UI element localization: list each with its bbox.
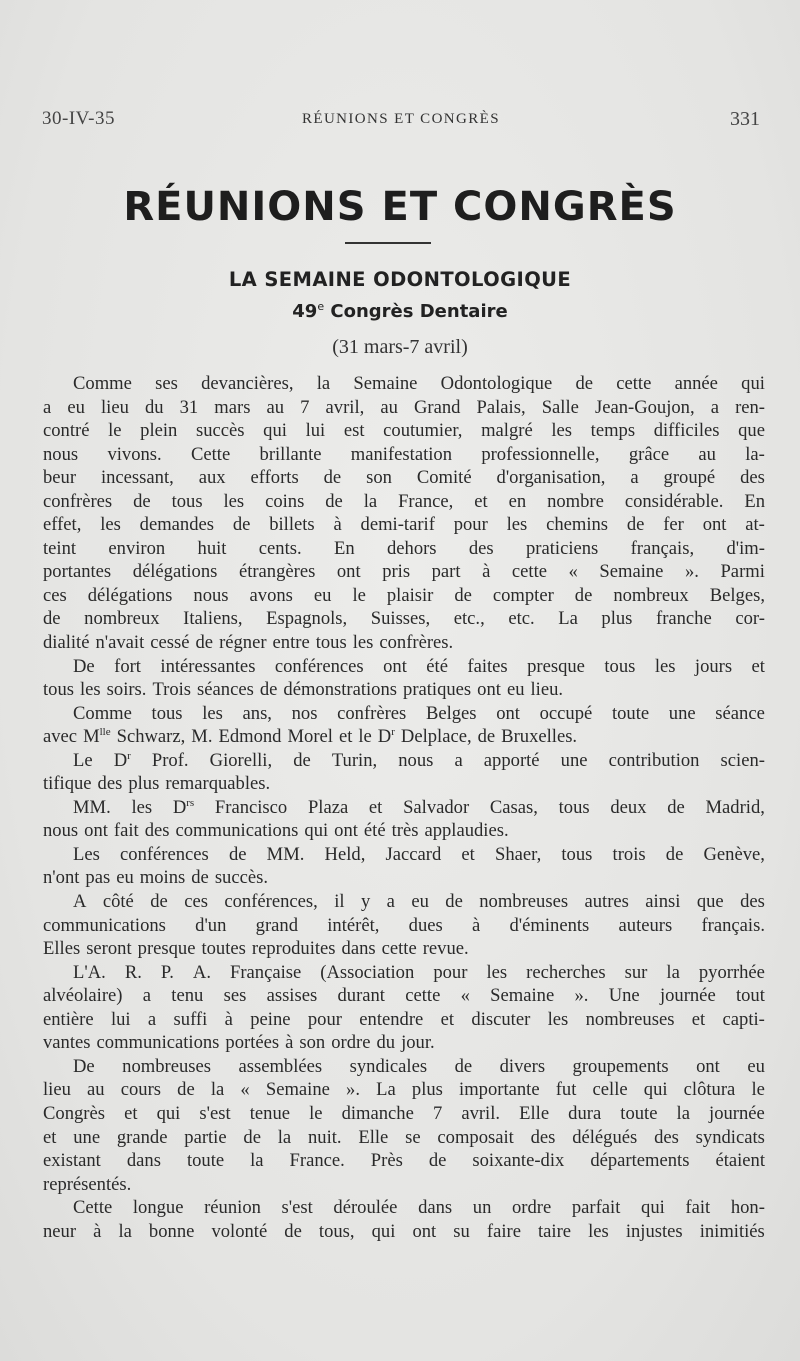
text-line: tous les soirs. Trois séances de démonstrations pratiques ont eu lieu.: [43, 679, 564, 701]
text-line: teint environ huit cents. En dehors des praticiens français, d'im-: [43, 537, 765, 559]
text-line: Cette longue réunion s'est déroulée dans un ordre parfait qui fait hon-: [73, 1197, 765, 1219]
text-line: de nombreux Italiens, Espagnols, Suisses, etc., etc. La plus franche cor-: [43, 608, 765, 630]
text-line: Comme tous les ans, nos confrères Belges ont occupé toute une séance: [73, 702, 765, 724]
text-line: ces délégations nous avons eu le plaisir de compter de nombreux Belges,: [43, 584, 765, 606]
text-line: nous ont fait des communications qui ont été très applaudies.: [43, 820, 509, 842]
text-line: communications d'un grand intérêt, dues à d'éminents auteurs français.: [43, 914, 765, 936]
text-line: MM. les $D^{rs}$ Francisco Plaza et Salvador Casas, tous deux de Madrid,: [73, 796, 765, 818]
issue-date: 30-IV-35: [42, 108, 115, 129]
text-line: représentés.: [43, 1173, 132, 1195]
text-line: avec $M^{lle}$ Schwarz, M. Edmond Morel et le $D^r$ Delplace, de Bruxelles.: [43, 726, 578, 748]
text-line: n'ont pas eu moins de succès.: [43, 867, 268, 889]
text-line: Elles seront presque toutes reproduites dans cette revue.: [43, 938, 469, 960]
title-rule: [345, 242, 431, 244]
text-line: neur à la bonne volonté de tous, qui ont su faire taire les injustes inimitiés: [43, 1220, 765, 1242]
article-dates: (31 mars-7 avril): [332, 336, 468, 358]
text-line: a eu lieu du 31 mars au 7 avril, au Grand Palais, Salle Jean-Goujon, a ren-: [43, 396, 765, 418]
text-line: nous vivons. Cette brillante manifestation professionnelle, grâce au la-: [43, 443, 765, 465]
text-line: tifique des plus remarquables.: [43, 773, 271, 795]
text-line: Comme ses devancières, la Semaine Odontologique de cette année qui: [73, 373, 765, 394]
text-line: confrères de tous les coins de la France, et en nombre considérable. En: [43, 490, 765, 512]
text-line: dialité n'avait cessé de régner entre tous les confrères.: [43, 632, 454, 654]
text-line: Le $D^r$ Prof. Giorelli, de Turin, nous a apporté une contribution scien-: [73, 749, 765, 771]
article-title: LA SEMAINE ODONTOLOGIQUE: [228, 268, 572, 291]
running-title: RÉUNIONS ET CONGRÈS: [301, 111, 500, 127]
page-title: RÉUNIONS ET CONGRÈS: [123, 184, 677, 230]
page-number: 331: [730, 108, 760, 130]
text-line: effet, les demandes de billets à demi-tarif pour les chemins de fer ont at-: [43, 514, 765, 536]
running-head: [42, 108, 760, 136]
text-line: lieu au cours de la « Semaine ». La plus importante fut celle qui clôtura le: [43, 1079, 765, 1101]
text-line: et une grande partie de la nuit. Elle se composait des délégués des syndicats: [43, 1126, 765, 1148]
text-line: portantes délégations étrangères ont pris part à cette « Semaine ». Parmi: [43, 561, 765, 583]
text-line: vantes communications portées à son ordre du jour.: [43, 1032, 435, 1054]
text-line: De nombreuses assemblées syndicales de divers groupements ont eu: [73, 1055, 765, 1077]
text-line: entière lui a suffi à peine pour entendre et discuter les nombreuses et capti-: [43, 1008, 765, 1030]
text-line: Congrès et qui s'est tenue le dimanche 7 avril. Elle dura toute la journée: [43, 1102, 765, 1124]
text-line: contré le plein succès qui lui est coutumier, malgré les temps difficiles que: [43, 420, 765, 442]
text-line: De fort intéressantes conférences ont été faites presque tous les jours et: [73, 655, 765, 677]
text-line: beur incessant, aux efforts de son Comité d'organisation, a groupé des: [43, 467, 765, 489]
text-line: A côté de ces conférences, il y a eu de nombreuses autres ainsi que des: [73, 891, 765, 913]
text-line: existant dans toute la France. Près de soixante-dix départements étaient: [43, 1150, 765, 1172]
text-line: alvéolaire) a tenu ses assises durant cette « Semaine ». Une journée tout: [43, 985, 765, 1007]
text-line: Les conférences de MM. Held, Jaccard et Shaer, tous trois de Genève,: [73, 843, 765, 865]
article-body: [43, 372, 765, 1243]
text-line: L'A. R. P. A. Française (Association pour les recherches sur la pyorrhée: [73, 961, 765, 983]
article-subtitle: 49e Congrès Dentaire: [292, 300, 508, 322]
